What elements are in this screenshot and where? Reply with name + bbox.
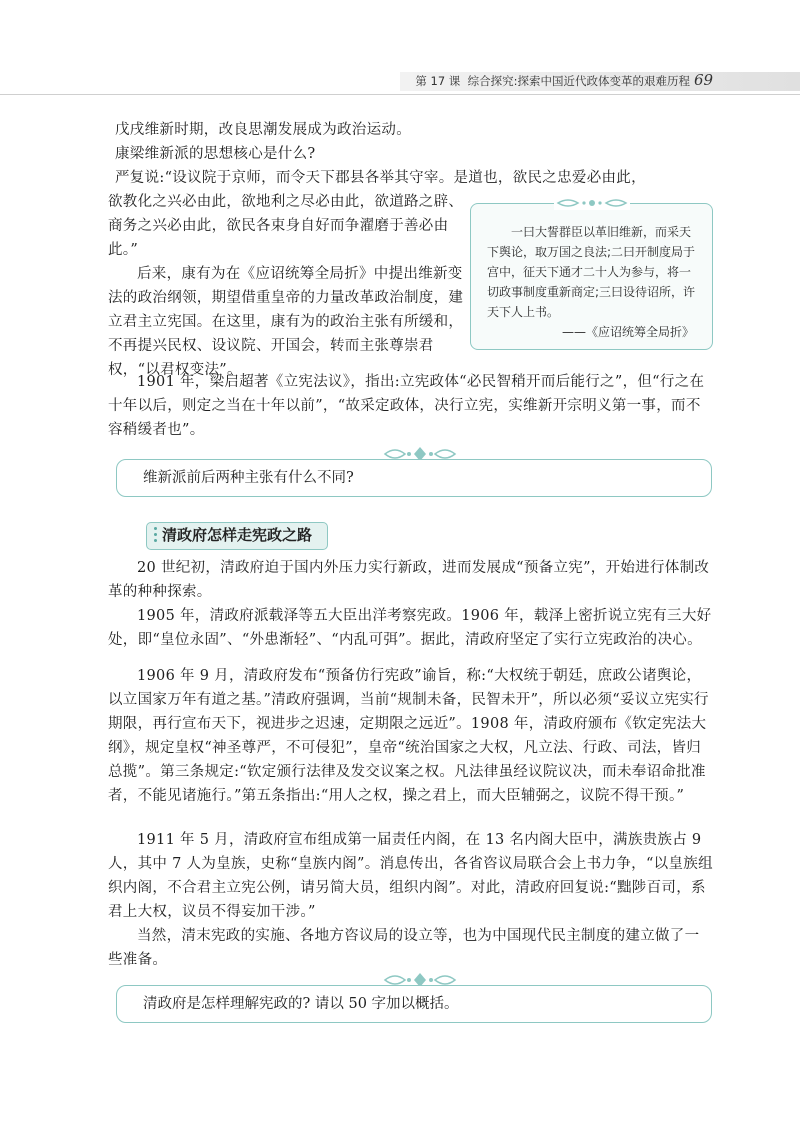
question-text: 维新派前后两种主张有什么不同? (143, 470, 354, 486)
paragraph-1911: 1911 年 5 月，清政府宣布组成第一届责任内阁，在 13 名内阁大臣中，满族贵族占 9 人，其中 7 人为皇族，史称“皇族内阁”。消息传出，各省咨议局联合会上书力争，“以皇族组织内阁，不合君主立宪公例，请另简大员，组织内阁”。对此，清政府回复说:“黜陟百司，系君上大权，议员不得妄加干涉。” (108, 832, 713, 920)
header-title (400, 72, 690, 91)
paragraph-new-policy: 20 世纪初，清政府迫于国内外压力实行新政，进而发展成“预备立宪”，开始进行体制改革的种种探索。 (108, 560, 710, 600)
section-title (146, 522, 328, 550)
paragraph-yanfu-1: 严复说:“设议院于京师，而令天下郡县各举其守宰。是道也，欲民之忠爱必由此， (115, 170, 646, 186)
paragraph-1906-1908: 1906 年 9 月，清政府发布“预备仿行宪政”谕旨，称:“大权统于朝廷，庶政公诸舆论，以立国家万年有道之基。”清政府强调，当前“规制未备，民智未开”，所以必须“妥议立宪实行期限，再行宣布天下，视进步之迟速，定期限之远近”。1908 年，清政府颁布《钦定宪法大纲》，规定皇权“神圣尊严，不可侵犯”，皇帝“统治国家之大权，凡立法、行政、司法，皆归总揽”。第三条规定:“钦定颁行法律及发交议案之权。凡法律虽经议院议决，而未奉诏命批准者，不能见诸施行。”第五条指出:“用人之权，操之君上，而大臣辅弼之，议院不得干预。” (108, 668, 709, 804)
quote-source: ——《应诏统筹全局折》 (561, 325, 694, 339)
page-number: 69 (694, 71, 714, 89)
lesson-label: 第 17 课 (415, 74, 461, 88)
ornament-icon (554, 196, 630, 210)
paragraph-1905: 1905 年，清政府派载泽等五大臣出洋考察宪政。1906 年，载泽上密折说立宪有三大好处，即“皇位永固”、“外患渐轻”、“内乱可弭”。据此，清政府坚定了实行立宪政治的决心。 (108, 608, 712, 648)
section-marker-icon (154, 527, 160, 545)
paragraph-kangyouwei: 后来，康有为在《应诏统筹全局折》中提出维新变法的政治纲领，期望借重皇帝的力量改革政治制度，建立君主立宪国。在这里，康有为的政治主张有所缓和，不再提兴民权、设议院、开国会，转而主张尊崇君权，“以君权变法”。 (108, 266, 464, 378)
paragraph-conclusion: 当然，清末宪政的实施、各地方咨议局的设立等，也为中国现代民主制度的建立做了一些准备。 (108, 928, 700, 968)
section-heading (146, 522, 328, 550)
lesson-title: 综合探究:探索中国近代政体变革的艰难历程 (467, 74, 690, 88)
header-rule (0, 94, 800, 95)
quote-ornament (554, 196, 630, 210)
question-text: 清政府是怎样理解宪政的? 请以 50 字加以概括。 (143, 996, 459, 1012)
question-box (116, 459, 712, 497)
question-box (116, 985, 712, 1023)
quote-text: 一曰大誓群臣以革旧维新，而采天下舆论，取万国之良法;二曰开制度局于宫中，征天下通才二十人为参与，将一切政事制度重新商定;三曰设待诏所，许天下人上书。 (487, 225, 696, 319)
paragraph-intro: 戊戌维新时期，改良思潮发展成为政治运动。 (115, 122, 411, 138)
paragraph-question-core: 康梁维新派的思想核心是什么? (115, 146, 316, 162)
quote-box (470, 203, 713, 350)
paragraph-liangqichao: 1901 年，梁启超著《立宪法议》，指出:立宪政体“必民智稍开而后能行之”，但“行之在十年以后，则定之当在十年以前”，“故采定政体，决行立宪，实维新开宗明义第一事，而不容稍缓者也”。 (108, 374, 705, 438)
section-title-text: 清政府怎样走宪政之路 (161, 526, 312, 544)
paragraph-yanfu-2: 欲教化之兴必由此，欲地利之尽必由此，欲道路之辟、商务之兴必由此，欲民各束身自好而争濯磨于善必由此。” (108, 194, 464, 258)
